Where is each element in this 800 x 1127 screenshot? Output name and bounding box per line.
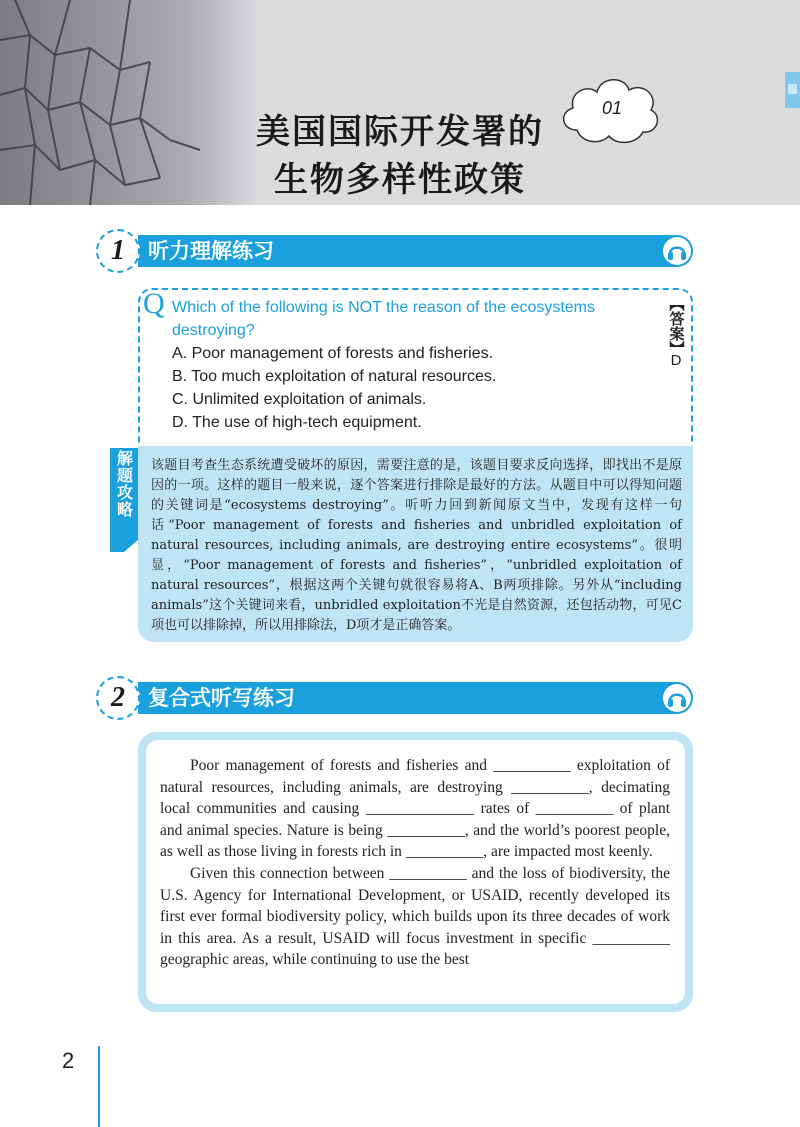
section1-number: 1	[111, 235, 125, 266]
option-c: C. Unlimited exploitation of animals.	[172, 391, 427, 408]
side-tab	[785, 72, 800, 108]
analysis-tag-tip	[110, 540, 138, 552]
headphone-icon[interactable]	[663, 684, 691, 712]
section2-title: 复合式听写练习	[148, 686, 295, 710]
page-title	[205, 108, 595, 204]
question-text: Which of the following is NOT the reason of the ecosystems destroying?	[172, 299, 596, 339]
option-b: B. Too much exploitation of natural resources.	[172, 368, 497, 385]
section2-number: 2	[111, 682, 125, 713]
passage-paragraph-2: Given this connection between __________ and the loss of biodiversity, the U.S. Agency for International Development, or USAID, recently developed its first ever formal biodiversity policy, which builds upon its three decades of work in this area. As a result, USAID will focus investment in specific __________ geographic areas, while continuing to use the best	[160, 864, 670, 969]
analysis-text: 该题目考查生态系统遭受破坏的原因，需要注意的是，该题目要求反向选择，即找出不是原因的一项。这样的题目一般来说，逐个答案进行排除是最好的方法。从题目中可以得知问题的关键词是“ecosystems destroying”。听听力回到新闻原文当中，发现有这样一句话“Poor management of forests and fisheries and unbridled exploitation of natural resources, including animals, are destroying entire ecosystems”。很明显，“Poor management of forests and fisheries”，“unbridled exploitation of natural resources”，根据这两个关键句就很容易将A、B两项排除。另外从“including animals”这个关键词来看，unbridled exploitation不光是自然资源，还包括动物，可见C项也可以排除掉，所以用排除法，D项才是正确答案。	[151, 458, 682, 633]
question-marker: Q	[143, 287, 165, 320]
side-tab-mark	[788, 84, 797, 94]
title-line-1: 美国国际开发署的	[256, 112, 544, 152]
passage-text	[160, 755, 670, 971]
unit-number: 01	[601, 98, 623, 118]
page-number: 2	[62, 1048, 75, 1073]
option-d: D. The use of high-tech equipment.	[172, 414, 422, 431]
analysis-tag-text	[110, 450, 138, 518]
answer-label	[666, 296, 686, 356]
headphone-icon[interactable]	[663, 237, 691, 265]
answer-label-text: 【答案】	[667, 296, 686, 356]
option-a: A. Poor management of forests and fisheries.	[172, 345, 494, 362]
title-line-2: 生物多样性政策	[274, 160, 526, 200]
section1-title: 听力理解练习	[148, 239, 274, 263]
answer-value: D	[670, 352, 682, 369]
passage-paragraph-1: Poor management of forests and fisheries and __________ exploitation of natural resources, including animals, are destroying __________, decimating local communities and causing ______________ rates of __________ of plant and animal species. Nature is being __________, and the world’s poorest people, as well as those living in forests rich in __________, are impacted most keenly.	[160, 757, 670, 861]
page-divider	[98, 1046, 100, 1127]
analysis-tag-label: 解题攻略	[114, 450, 134, 518]
